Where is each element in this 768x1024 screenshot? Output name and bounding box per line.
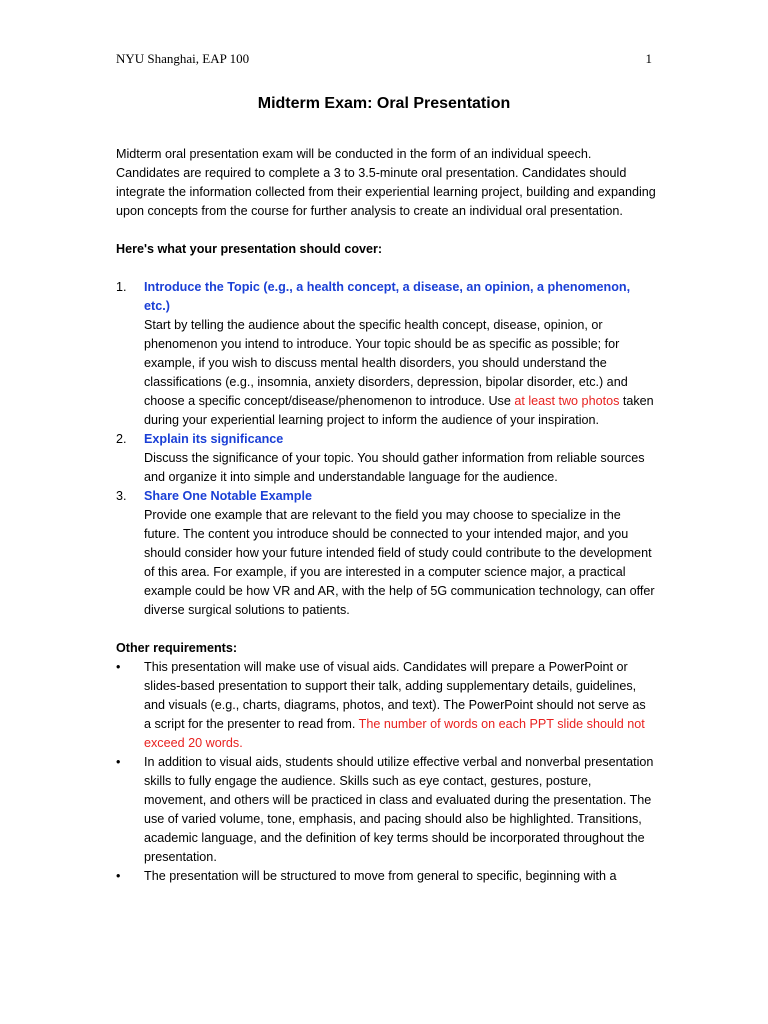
- requirement-item-3: [116, 867, 656, 886]
- list-number: 3.: [116, 489, 127, 503]
- requirement-text: In addition to visual aids, students should utilize effective verbal and nonverbal presentation skills to fully engage the audience. Skills such as eye contact, gestures, posture, movement, and others will be practiced in class and evaluated during the presentation. The use of varied volume, tone, emphasis, and pacing should also be highlighted. Transitions, academic language, and the definition of key terms should be incorporated throughout the presentation.: [144, 755, 654, 864]
- requirement-text: [144, 658, 656, 753]
- document-body: [116, 145, 656, 886]
- other-requirements-heading: Other requirements:: [116, 641, 238, 655]
- page-title: Midterm Exam: Oral Presentation: [257, 95, 511, 112]
- cover-item-text: Provide one example that are relevant to the field you may choose to specialize in the future. The content you introduce should be connected to your intended major, and you should consider how your future intended field of study could contribute to the development of this area. For example, if you are interested in a computer science major, a practical example could be how VR and AR, with the help of 5G communication technology, can offer diverse surgical solutions to patients.: [144, 508, 655, 617]
- requirement-text-part: This presentation will make use of visual aids. Candidates will prepare a PowerPoint or slides-based presentation to support their talk, adding supplementary details, guidelines, and visuals (e.g., charts, diagrams, photos, and text). The PowerPoint should not serve as a script for the presenter to read from.: [144, 660, 646, 731]
- cover-item-text-part: taken during your experiential learning project to inform the audience of your inspiration.: [144, 394, 654, 427]
- cover-item-heading: Share One Notable Example: [144, 489, 312, 503]
- header-course: NYU Shanghai, EAP 100: [116, 51, 250, 66]
- list-number: 1.: [116, 280, 127, 294]
- cover-item-1: [116, 278, 656, 430]
- cover-item-heading: Explain its significance: [144, 432, 284, 446]
- bullet-marker: •: [116, 755, 121, 769]
- cover-item-3: [116, 487, 656, 620]
- cover-item-2: [116, 430, 656, 487]
- requirement-item-2: [116, 753, 656, 867]
- requirement-text: The presentation will be structured to move from general to specific, beginning with a: [144, 869, 617, 883]
- list-number: 2.: [116, 432, 127, 446]
- bullet-marker: •: [116, 660, 121, 674]
- cover-item-heading: Introduce the Topic (e.g., a health concept, a disease, an opinion, a phenomenon, etc.): [144, 280, 631, 313]
- highlight-text: The number of words on each PPT slide should not exceed 20 words.: [144, 717, 645, 750]
- cover-item-text: [144, 316, 656, 430]
- highlight-text: at least two photos: [514, 394, 620, 408]
- bullet-marker: •: [116, 869, 121, 883]
- cover-item-text-part: Start by telling the audience about the specific health concept, disease, opinion, or phenomenon you intend to introduce. Your topic should be as specific as possible; for example, if you wish to discuss mental health disorders, you should understand the classifications (e.g., insomnia, anxiety disorders, depression, bipolar disorder, etc.) and choose a specific concept/disease/phenomenon to introduce. Use: [144, 318, 628, 408]
- page-number: 1: [645, 51, 652, 66]
- cover-heading: Here's what your presentation should cover:: [116, 242, 383, 256]
- cover-item-text: Discuss the significance of your topic. You should gather information from reliable sources and organize it into simple and understandable language for the audience.: [144, 451, 645, 484]
- requirement-item-1: [116, 658, 656, 753]
- intro-paragraph: Midterm oral presentation exam will be conducted in the form of an individual speech. Candidates are required to complete a 3 to 3.5-minute oral presentation. Candidates should integrate the information collected from their experiential learning project, building and expanding upon concepts from the course for further analysis to create an individual oral presentation.: [116, 147, 656, 218]
